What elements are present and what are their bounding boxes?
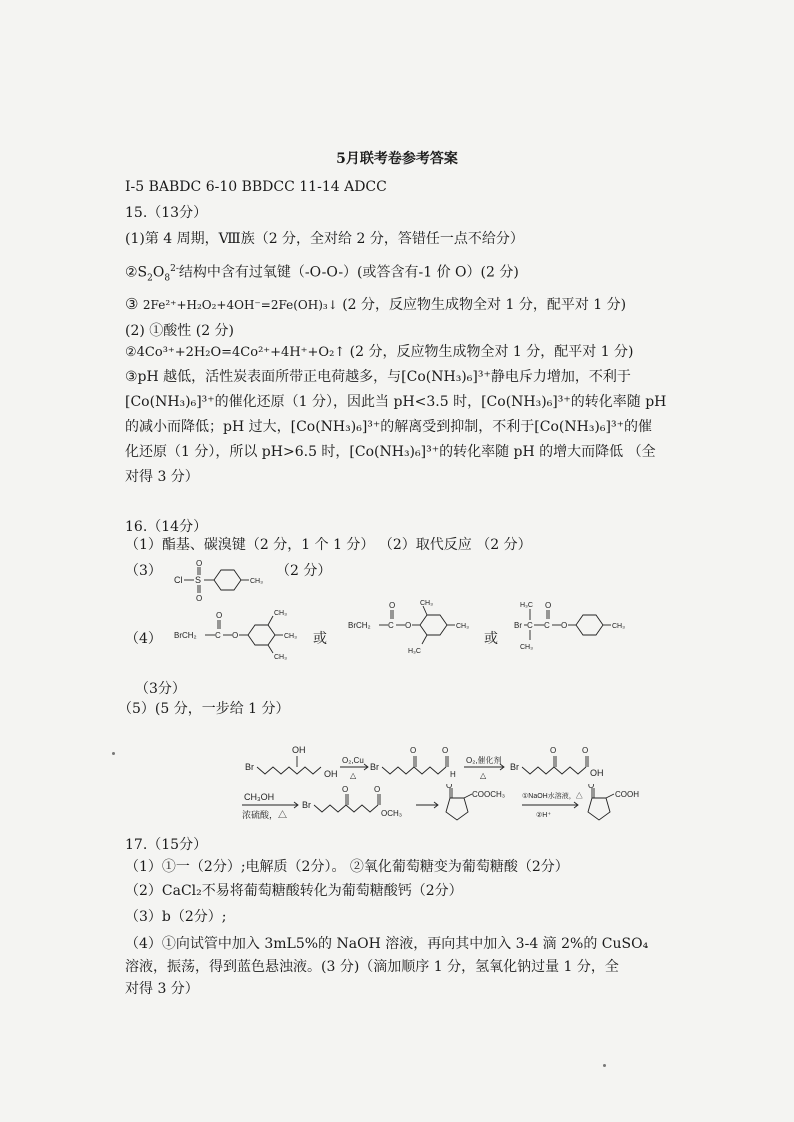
synthesis-route-row1 xyxy=(240,738,660,788)
svg-text:①NaOH水溶液，△: ①NaOH水溶液，△ xyxy=(522,793,583,800)
q17-header: 17.（15分） xyxy=(125,837,208,853)
svg-text:Br: Br xyxy=(370,762,379,772)
svg-text:O: O xyxy=(442,746,449,755)
svg-text:CH₃: CH₃ xyxy=(284,633,297,640)
q15-line4: (2) ①酸性 (2 分) xyxy=(125,323,235,339)
q15-para-line1: ③pH 越低，活性炭表面所带正电荷越多，与[Co(NH₃)₆]³⁺静电斥力增加，不利于 xyxy=(125,369,631,385)
q15-header: 15.（13分） xyxy=(125,205,208,221)
svg-text:Br: Br xyxy=(510,762,519,772)
svg-text:CH₃: CH₃ xyxy=(250,578,263,585)
q16-header: 16.（14分） xyxy=(125,519,208,535)
svg-text:CH₃: CH₃ xyxy=(456,623,469,630)
svg-text:O: O xyxy=(550,746,557,755)
scan-speck xyxy=(603,1064,606,1067)
q17-line4: （4）①向试管中加入 3mL5%的 NaOH 溶液，再向其中加入 3-4 滴 2%的 CuSO₄ xyxy=(125,936,649,952)
synthesis-route-row2 xyxy=(240,784,680,836)
svg-text:H₃C: H₃C xyxy=(520,602,533,609)
svg-text:OH: OH xyxy=(590,768,604,778)
q17-line6: 对得 3 分） xyxy=(125,981,199,997)
svg-text:C: C xyxy=(544,621,550,630)
svg-text:O₂,Cu: O₂,Cu xyxy=(342,756,364,765)
svg-text:CH₃: CH₃ xyxy=(274,654,287,661)
ester-structure-2 xyxy=(346,598,486,662)
svg-text:浓硫酸，△: 浓硫酸，△ xyxy=(242,810,288,820)
svg-text:O: O xyxy=(389,601,396,610)
svg-text:O: O xyxy=(374,785,381,794)
svg-text:CH₃: CH₃ xyxy=(420,600,433,607)
page-title: 5月联考卷参考答案 xyxy=(336,151,458,167)
q17-line1: （1）①一（2分）;电解质（2分）。 ②氧化葡萄糖变为葡萄糖酸（2分） xyxy=(125,859,569,875)
choice-answers: I-5 BABDC 6-10 BBDCC 11-14 ADCC xyxy=(125,179,387,195)
svg-text:CH₃: CH₃ xyxy=(274,610,287,617)
q17-line3: （3）b（2分）; xyxy=(125,909,227,925)
svg-text:O₂,催化剂: O₂,催化剂 xyxy=(466,756,502,765)
svg-text:△: △ xyxy=(350,771,357,780)
svg-text:CH₃: CH₃ xyxy=(520,644,533,651)
q16-line4-label: （4） xyxy=(125,631,162,647)
svg-text:OH: OH xyxy=(324,769,338,779)
svg-text:Br: Br xyxy=(245,762,254,772)
q15-line3: ③ 2Fe²⁺+H₂O₂+4OH⁻=2Fe(OH)₃↓ (2 分，反应物生成物全对 1 分，配平对 1 分) xyxy=(125,295,627,313)
svg-text:O: O xyxy=(405,621,412,630)
q16-line3-score: （2 分） xyxy=(276,563,332,579)
svg-text:O: O xyxy=(446,784,453,790)
q15-para-line4: 化还原（1 分），所以 pH>6.5 时，[Co(NH₃)₆]³⁺的转化率随 pH 的增大而降低 （全 xyxy=(125,444,656,460)
svg-text:OCH₃: OCH₃ xyxy=(381,809,403,818)
svg-text:Cl: Cl xyxy=(174,575,183,585)
q17-line5: 溶液，振荡，得到蓝色悬浊液。(3 分)（滴加顺序 1 分，氢氧化钠过量 1 分，全 xyxy=(125,959,619,975)
q15-para-line3: 的减小而降低；pH 过大，[Co(NH₃)₆]³⁺的解离受到抑制，不利于[Co(NH₃)₆]³⁺的催 xyxy=(125,419,652,435)
svg-text:OH: OH xyxy=(292,745,306,755)
or-word-1: 或 xyxy=(313,631,327,647)
q15-line5: ②4Co³⁺+2H₂O=4Co²⁺+4H⁺+O₂↑ (2 分，反应物生成物全对 1 分，配平对 1 分) xyxy=(125,344,634,360)
svg-text:CH₃OH: CH₃OH xyxy=(244,792,275,802)
svg-text:COOCH₃: COOCH₃ xyxy=(472,790,506,799)
svg-text:CH₃: CH₃ xyxy=(612,623,625,630)
svg-text:O: O xyxy=(545,601,552,610)
svg-text:S: S xyxy=(195,575,202,585)
svg-text:△: △ xyxy=(480,771,487,780)
svg-text:O: O xyxy=(561,621,568,630)
or-word-2: 或 xyxy=(484,631,498,647)
svg-text:O: O xyxy=(410,746,417,755)
ester-structure-1 xyxy=(172,598,320,662)
svg-text:BrCH₂: BrCH₂ xyxy=(174,631,197,640)
scan-speck xyxy=(112,752,115,755)
q16-line3-label: （3） xyxy=(125,563,162,579)
q17-line2: （2）CaCl₂不易将葡萄糖酸转化为葡萄糖酸钙（2分） xyxy=(125,883,463,899)
svg-text:C: C xyxy=(388,621,394,630)
q16-line1: （1）酯基、碳溴键（2 分，1 个 1 分） （2）取代反应 （2 分） xyxy=(125,537,532,553)
svg-text:Br: Br xyxy=(302,800,311,810)
svg-text:Br: Br xyxy=(514,621,522,630)
q15-para-line5: 对得 3 分） xyxy=(125,469,199,485)
svg-text:O: O xyxy=(196,594,203,603)
q15-para-line2: [Co(NH₃)₆]³⁺的催化还原（1 分），因此当 pH<3.5 时，[Co(NH₃)₆]³⁺的转化率随 pH xyxy=(125,394,667,410)
svg-text:C: C xyxy=(527,621,533,630)
svg-text:BrCH₂: BrCH₂ xyxy=(348,621,371,630)
svg-text:O: O xyxy=(196,559,203,568)
svg-text:O: O xyxy=(588,784,595,790)
q15-line2: $②S_2O_8^{2-}$结构中含有过氧键（-O-O-）(或答含有-1 价 O）(2 分) xyxy=(125,264,519,284)
svg-text:O: O xyxy=(342,785,349,794)
q16-score4: （3分） xyxy=(135,681,186,697)
svg-text:COOH: COOH xyxy=(615,790,639,799)
svg-text:H₃C: H₃C xyxy=(408,648,421,655)
svg-text:O: O xyxy=(216,611,223,620)
svg-text:H: H xyxy=(450,770,456,779)
q15-line1: (1)第 4 周期，Ⅷ族（2 分，全对给 2 分，答错任一点不给分） xyxy=(125,231,524,247)
svg-text:C: C xyxy=(215,631,221,640)
svg-text:O: O xyxy=(232,631,239,640)
q16-line5: （5）(5 分，一步给 1 分） xyxy=(118,701,290,717)
svg-text:O: O xyxy=(582,746,589,755)
ester-structure-3 xyxy=(512,596,662,660)
svg-text:②H⁺: ②H⁺ xyxy=(536,812,552,819)
